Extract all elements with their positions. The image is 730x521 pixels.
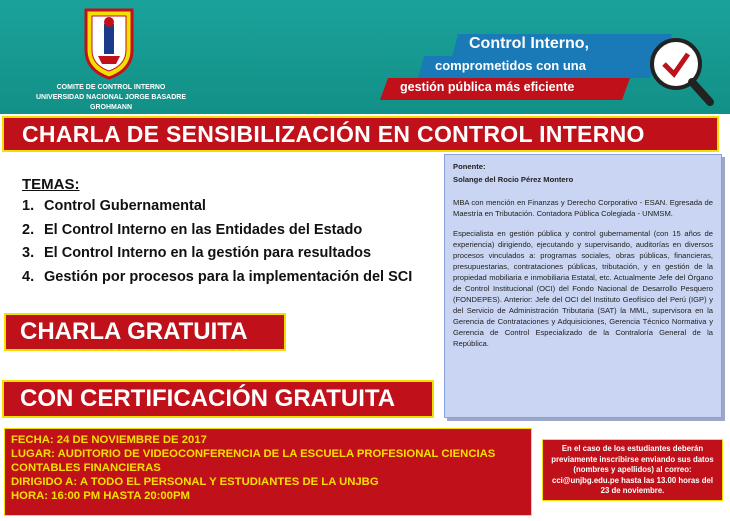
committee-line-2: UNIVERSIDAD NACIONAL JORGE BASADRE GROHMANN xyxy=(36,94,186,111)
speaker-heading: Ponente: xyxy=(453,162,486,171)
topic-text: Gestión por procesos para la implementación del SCI xyxy=(44,268,413,285)
free-talk-banner xyxy=(4,313,286,351)
page-title: CHARLA DE SENSIBILIZACIÓN EN CONTROL INTERNO xyxy=(22,121,645,147)
certification-label: CON CERTIFICACIÓN GRATUITA xyxy=(20,385,396,412)
topic-text: Control Gubernamental xyxy=(44,198,206,214)
header-banner xyxy=(0,0,730,114)
university-logo xyxy=(82,6,136,80)
topics-list xyxy=(22,176,412,289)
student-note-box xyxy=(542,439,723,501)
topic-item xyxy=(22,219,412,243)
topic-item xyxy=(22,266,412,290)
topic-text: El Control Interno en la gestión para resultados xyxy=(44,245,372,261)
speaker-bio-1: MBA con mención en Finanzas y Derecho Corporativo - ESAN. Egresada de Maestría en Tributación. Contadora Pública Colegiada - UNMSM. xyxy=(453,198,713,218)
speaker-panel xyxy=(444,154,722,418)
badge-line-3: gestión pública más eficiente xyxy=(400,80,575,94)
topic-text: El Control Interno en las Entidades del Estado xyxy=(44,221,363,238)
event-date: FECHA: 24 DE NOVIEMBRE DE 2017 xyxy=(11,434,207,446)
badge-line-1: Control Interno, xyxy=(469,35,589,52)
topic-number: 1. xyxy=(22,198,35,214)
topic-item xyxy=(22,195,412,219)
topic-item xyxy=(22,242,412,266)
control-interno-badge xyxy=(380,30,725,110)
badge-line-2: comprometidos con una xyxy=(435,58,586,73)
title-banner xyxy=(2,116,719,152)
committee-line-1: COMITE DE CONTROL INTERNO xyxy=(56,84,166,91)
speaker-name: Solange del Rocio Pérez Montero xyxy=(453,175,574,184)
student-note-text: En el caso de los estudiantes deberán previamente inscribirse enviando sus datos (nombres y apellidos) al correo: xyxy=(551,444,714,474)
event-audience: DIRIGIDO A: A TODO EL PERSONAL Y ESTUDIANTES DE LA UNJBG xyxy=(11,476,379,488)
topic-number: 4. xyxy=(22,268,35,285)
student-note-email: cci@unjbg.edu.pe hasta las 13.00 horas del 23 de noviembre. xyxy=(552,475,713,495)
topic-number: 3. xyxy=(22,245,35,261)
topics-heading: TEMAS: xyxy=(22,176,80,193)
speaker-bio-2: Especialista en gestión pública y control gubernamental (con 15 años de experiencia) dirigiendo, ejecutando y supervisando, auditorías en diversos procesos vinculados a: programas sociales, obras públicas, financieras, presupuestarias, contrataciones públicas, tributación, y en gestión de la propiedad mobiliaria e inmobiliaria Estatal, etc. Actualmente Jefe del Órgano de Control Institucional (OCI) del Fondo Nacional de Desarrollo Pesquero (FONDEPES). Anterior: Jefe del OCI del Instituto Geofísico del Perú (IGP) y del Servicio de Administración Tributaria (SAT) la MML, supervisora en la Gerencia de Contrataciones y Adquisiciones, Gerencia Técnico Normativa y Gerencia de Control Especializado de la Contraloría General de la República. xyxy=(453,229,713,348)
free-talk-label: CHARLA GRATUITA xyxy=(20,318,248,345)
event-place-cont: CONTABLES FINANCIERAS xyxy=(11,462,161,474)
event-time: HORA: 16:00 PM HASTA 20:00PM xyxy=(11,490,190,502)
event-place: LUGAR: AUDITORIO DE VIDEOCONFERENCIA DE LA ESCUELA PROFESIONAL CIENCIAS xyxy=(11,448,496,460)
certification-banner xyxy=(2,380,434,418)
committee-label xyxy=(16,83,206,113)
event-info-box xyxy=(4,428,532,516)
topic-number: 2. xyxy=(22,221,35,238)
